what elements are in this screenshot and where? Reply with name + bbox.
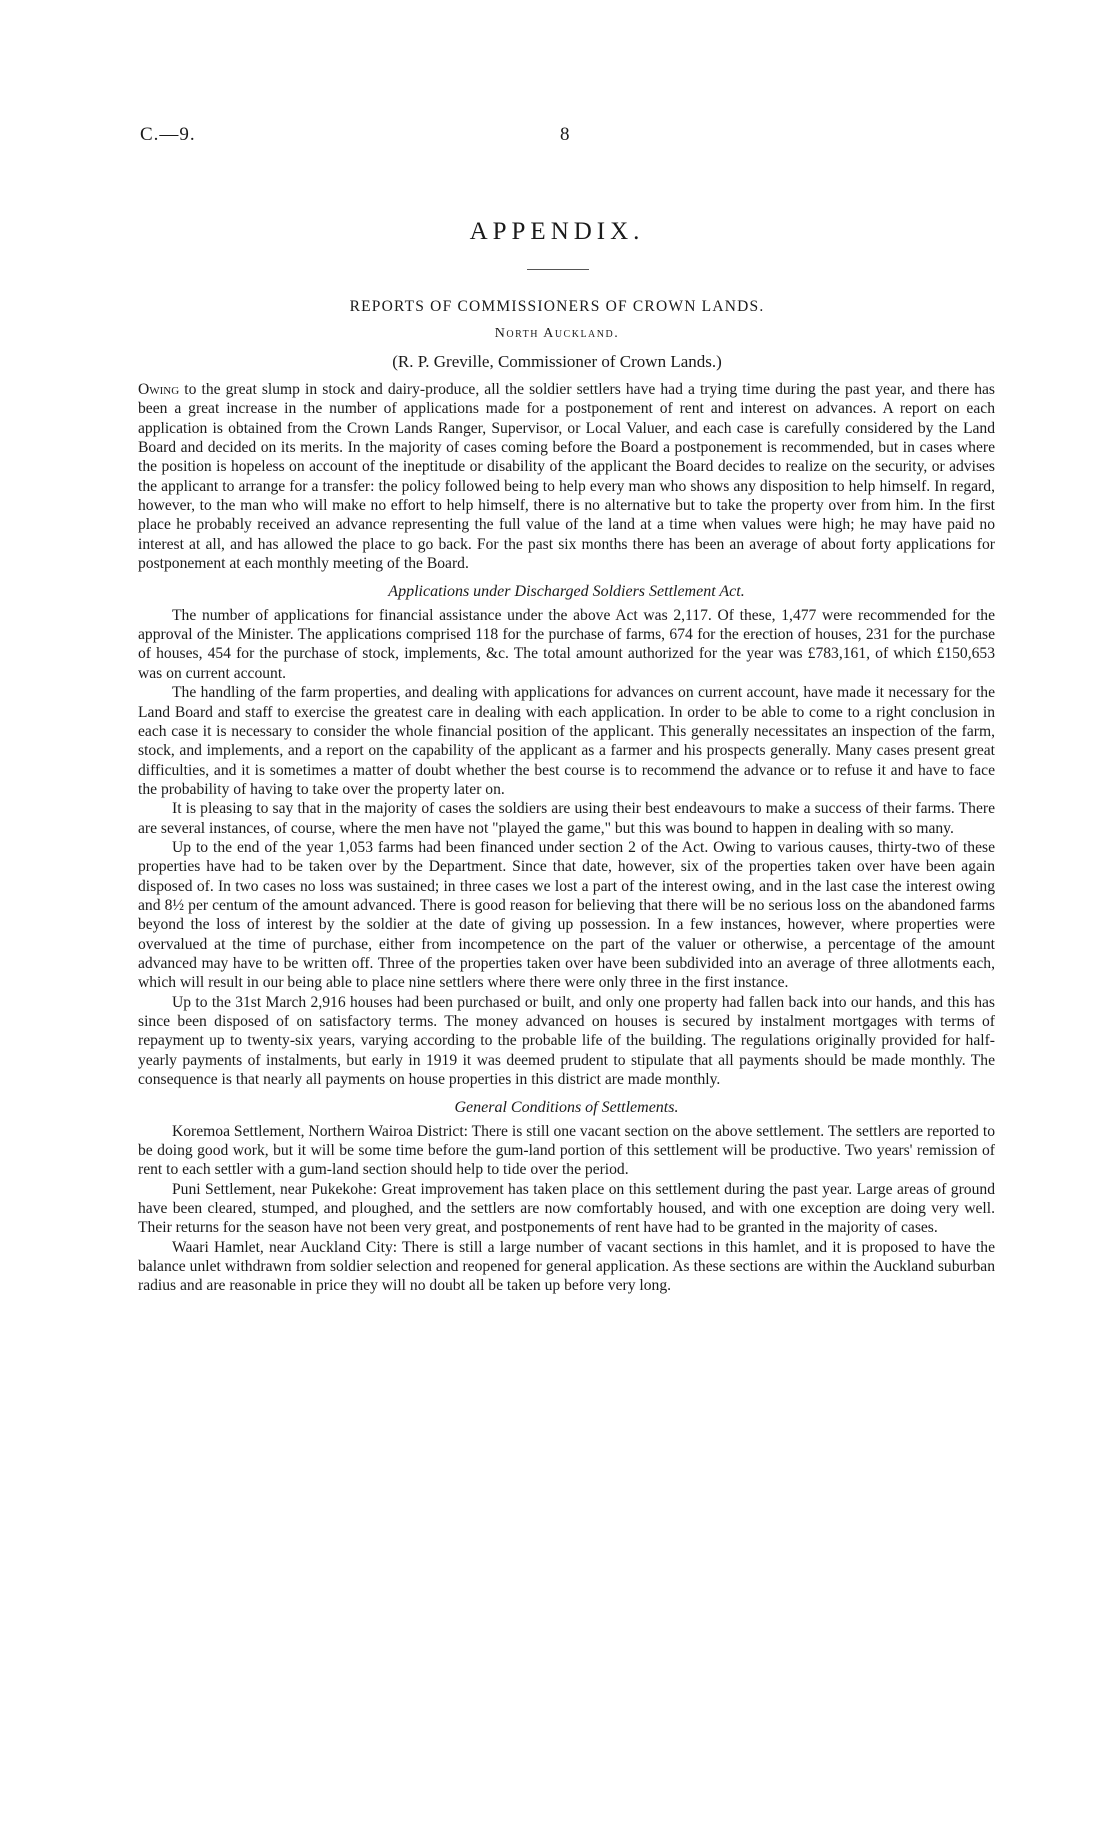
paragraph: Up to the end of the year 1,053 farms had been financed under section 2 of the Act. Owing to various causes, thirty-two of these properties have had to be taken over by the Department. Since that date, however, six of the properties taken over have been again disposed of. In two cases no loss was sustained; in three cases we lost a part of the interest owing, and in the last case the interest owing and 8½ per centum of the amount advanced. There is good reason for believing that there will be no serious loss on the abandoned farms beyond the loss of interest by the soldier at the date of giving up possession. In a few instances, however, where properties were overvalued at the time of purchase, either from incompetence on the part of the valuer or otherwise, a percentage of the amount advanced may have to be written off. Three of the properties taken over have been subdivided into an average of three allotments each, which will result in our being able to place nine settlers where there were only three in the first instance. (138, 838, 995, 992)
paragraph: The handling of the farm properties, and dealing with applications for advances on current account, have made it necessary for the Land Board and staff to exercise the greatest care in dealing with each application. In order to be able to come to a right conclusion in each case it is necessary to consider the whole financial position of the applicant. This generally necessitates an inspection of the farm, stock, and implements, and a report on the capability of the applicant as a farmer and his prospects generally. Many cases present great difficulties, and it is sometimes a matter of doubt whether the best course is to recommend the advance or to refuse it and have to face the probability of having to take over the property later on. (138, 684, 995, 798)
title-divider (527, 269, 589, 270)
paragraph: The number of applications for financial assistance under the above Act was 2,117. Of these, 1,477 were recommended for the approval of the Minister. The applications comprised 118 for the purchase of farms, 674 for the erection of houses, 231 for the purchase of houses, 454 for the purchase of stock, implements, &c. The total amount authorized for the year was £783,161, of which £150,653 was on current account. (138, 606, 995, 682)
intro-text: to the great slump in stock and dairy-produce, all the soldier settlers have had a trying time during the past year, and there has been a great increase in the number of applications made for a postponement of rent and interest on advances. A report on each application is obtained from the Crown Lands Ranger, Supervisor, or Local Valuer, and each case is carefully considered by the Land Board and decided on its merits. In the majority of cases coming before the Board a postponement is recommended, but in cases where the position is hopeless on account of the ineptitude or disability of the applicant the Board decides to realize on the security, or advises the applicant to arrange for a transfer: the policy followed being to help every man who shows any disposition to help himself. In regard, however, to the man who will make no effort to help himself, there is no alternative but to take the property over from him. In the first place he probably received an advance representing the full value of the land at a time when values were high; he may have paid no interest at all, and has allowed the place to go back. For the past six months there has been an average of about forty applications for postponement at each monthly meeting of the Board. (138, 381, 995, 573)
commissioner-attribution: (R. P. Greville, Commissioner of Crown Lands.) (392, 352, 722, 371)
report-heading: REPORTS OF COMMISSIONERS OF CROWN LANDS. (349, 298, 765, 315)
paragraph: Waari Hamlet, near Auckland City: There is still a large number of vacant sections in this hamlet, and it is proposed to have the balance unlet withdrawn from soldier selection and reopened for general application. As these sections are within the Auckland suburban radius and are reasonable in price they will no doubt all be taken up before very long. (138, 1238, 995, 1295)
paragraph: It is pleasing to say that in the majority of cases the soldiers are using their best endeavours to make a success of their farms. There are several instances, of course, where the men have not "played the game," but this was bound to happen in dealing with so many. (138, 800, 995, 837)
paragraph: Puni Settlement, near Pukekohe: Great improvement has taken place on this settlement during the past year. Large areas of ground have been cleared, stumped, and ploughed, and the settlers are now comfortably housed, and with one exception are doing very well. Their returns for the season have not been very great, and postponements of rent have had to be granted in the majority of cases. (138, 1180, 995, 1237)
page-number: 8 (560, 124, 570, 145)
paragraph: Up to the 31st March 2,916 houses had been purchased or built, and only one property had fallen back into our hands, and this has since been disposed of on satisfactory terms. The money advanced on houses is secured by instalment mortgages with terms of repayment up to twenty-six years, varying according to the probable life of the building. The regulations originally provided for half-yearly payments of instalments, but early in 1919 it was deemed prudent to stipulate that all payments should be made monthly. The consequence is that nearly all payments on house properties in this district are made monthly. (138, 993, 995, 1089)
intro-lead-word: Owing (138, 381, 180, 398)
page-title: APPENDIX. (469, 218, 645, 245)
paragraph: Koremoa Settlement, Northern Wairoa District: There is still one vacant section on the above settlement. The settlers are reported to be doing good work, but it will be some time before the gum-land portion of this settlement will be productive. Two years' remission of rent to each settler with a gum-land section should help to tide over the period. (138, 1122, 995, 1179)
section-title-applications: Applications under Discharged Soldiers Settlement Act. (388, 583, 745, 601)
page-header (140, 124, 1000, 154)
district-subheading: North Auckland. (494, 326, 620, 341)
intro-paragraph (138, 380, 995, 573)
document-reference: C.—9. (140, 124, 196, 145)
report-body (138, 380, 995, 1296)
section-title-settlements: General Conditions of Settlements. (454, 1099, 679, 1117)
